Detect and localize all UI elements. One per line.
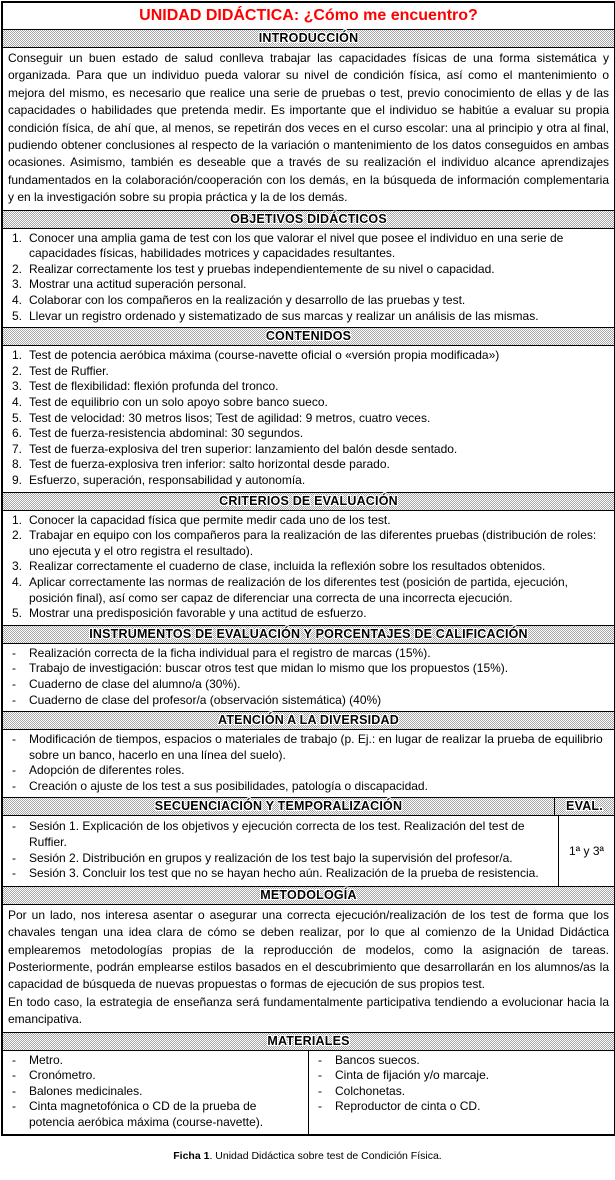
section-header-instrumentos-label: INSTRUMENTOS DE EVALUACIÓN Y PORCENTAJES DE CALIFICACIÓN — [89, 626, 528, 641]
list-marker: - — [12, 1099, 16, 1114]
list-item — [3, 606, 609, 622]
list-item — [3, 851, 553, 867]
list-text: Mostrar una predisposición favorable y una actitud de esfuerzo. — [29, 606, 367, 621]
list-marker: 5. — [12, 606, 23, 621]
list-text: Test de fuerza-resistencia abdominal: 30 segundos. — [29, 426, 304, 441]
list-text: Adopción de diferentes roles. — [29, 763, 185, 778]
list-text: Modificación de tiempos, espacios o materiales de trabajo (p. Ej.: en lugar de realizar la prueba de equilibrio sobre un banco, hacerlo en una línea del suelo). — [29, 732, 603, 762]
list-item — [3, 1053, 304, 1069]
list-text: Realizar correctamente el cuaderno de clase, incluida la reflexión sobre los resultados obtenidos. — [29, 559, 546, 574]
list-marker: 3. — [12, 559, 23, 574]
list-marker: - — [318, 1068, 322, 1083]
list-item — [309, 1099, 610, 1115]
list-text: Test de fuerza-explosiva del tren superior: lanzamiento del balón desde sentado. — [29, 441, 458, 456]
list-marker: 7. — [12, 441, 23, 456]
secuenciacion-body — [3, 815, 614, 885]
list-item — [3, 677, 609, 693]
list-text: Cronómetro. — [29, 1068, 96, 1083]
list-item — [309, 1068, 610, 1084]
list-text: Balones medicinales. — [29, 1083, 143, 1098]
metodologia-paragraph: Por un lado, nos interesa asentar o asegurar una correcta ejecución/realización de los test de forma que los chavales tengan una idea clara de cómo se deben realizar, por lo que al comienzo de la Unidad Didáctica emplearemos metodologías propias de la reproducción de modelos, como la asignación de tareas. Posteriormente, podrán emplearse estilos basados en el descubrimiento que desarrollarán en los alumnos/as la capacidad de búsqueda de nuevas propuestas o formas de ejecución de sus propios test. — [8, 907, 609, 992]
list-item — [3, 819, 553, 850]
list-text: Reproductor de cinta o CD. — [335, 1099, 481, 1114]
section-header-atencion — [3, 711, 614, 729]
list-text: Cinta de fijación y/o marcaje. — [335, 1068, 490, 1083]
list-marker: - — [318, 1052, 322, 1067]
page-title-text: UNIDAD DIDÁCTICA: ¿Cómo me encuentro? — [139, 7, 478, 24]
figure-caption — [0, 1150, 615, 1162]
list-marker: 2. — [12, 363, 23, 378]
list-text: Test de fuerza-explosiva tren inferior: salto horizontal desde parado. — [29, 457, 390, 472]
eval-value: 1ª y 3ª — [569, 844, 604, 859]
list-text: Conocer la capacidad física que permite medir cada uno de los test. — [29, 512, 391, 527]
objetivos-body — [3, 228, 614, 328]
list-text: Conocer una amplia gama de test con los que valorar el nivel que posee el individuo en una serie de capacidades físicas, habilidades motrices y capacidades resultantes. — [29, 230, 564, 261]
list-item — [3, 411, 609, 427]
list-text: Sesión 3. Concluir los test que no se hayan hecho aún. Realización de la prueba de resistencia. — [29, 866, 539, 881]
list-item — [3, 364, 609, 380]
list-marker: - — [12, 1083, 16, 1098]
list-marker: - — [318, 1083, 322, 1098]
list-text: Test de flexibilidad: flexión profunda del tronco. — [29, 379, 279, 394]
figure-caption-label: Ficha 1 — [173, 1149, 210, 1162]
introduccion-body — [3, 47, 614, 210]
list-item — [3, 277, 609, 293]
list-marker: - — [12, 645, 16, 660]
list-item — [3, 379, 609, 395]
list-marker: - — [318, 1099, 322, 1114]
list-marker: - — [12, 1052, 16, 1067]
materiales-body — [3, 1050, 614, 1134]
section-header-metodologia-label: METODOLOGÍA — [260, 887, 357, 902]
list-item — [3, 473, 609, 489]
list-text: Llevar un registro ordenado y sistematizado de sus marcas y realizar un análisis de las mismas. — [29, 308, 539, 323]
section-header-secuenciacion-label: SECUENCIACIÓN Y TEMPORALIZACIÓN — [3, 798, 555, 815]
list-marker: 5. — [12, 410, 23, 425]
list-item — [3, 395, 609, 411]
list-text: Mostrar una actitud superación personal. — [29, 277, 247, 292]
list-item — [3, 1099, 304, 1130]
list-marker: 4. — [12, 293, 23, 308]
list-item — [3, 763, 609, 779]
section-header-metodologia — [3, 886, 614, 904]
list-item — [309, 1084, 610, 1100]
instrumentos-body — [3, 643, 614, 711]
list-text: Realizar correctamente los test y pruebas independientemente de su nivel o capacidad. — [29, 261, 495, 276]
list-marker: 2. — [12, 528, 23, 543]
section-header-objetivos — [3, 210, 614, 228]
list-marker: 8. — [12, 457, 23, 472]
section-header-criterios — [3, 492, 614, 510]
section-header-secuenciacion — [3, 797, 614, 815]
list-marker: 1. — [12, 230, 23, 245]
section-header-introduccion-label: INTRODUCCIÓN — [258, 31, 359, 45]
metodologia-paragraph: En todo caso, la estrategia de enseñanza será fundamentalmente participativa tendiendo a evolucionar hacia la emancipativa. — [8, 994, 609, 1027]
list-item — [3, 866, 553, 882]
list-text: Bancos suecos. — [335, 1052, 420, 1067]
list-marker: - — [12, 763, 16, 778]
list-item — [3, 693, 609, 709]
list-item — [3, 262, 609, 278]
list-item — [3, 1068, 304, 1084]
introduccion-text: Conseguir un buen estado de salud conlleva trabajar las capacidades físicas de una forma sistemática y organizada. Para que un individuo pueda valorar su nivel de condición física, así como el mantenimiento o mejora del mismo, es necesario que realice una serie de pruebas o test, previo conocimiento de ellas y de las capacidades o habilidades que pretenda medir. Es importante que el individuo se habitúe a evaluar su propia condición física, de ahí que, al menos, se repetirán dos veces en el curso escolar: una al principio y otra al final, pudiendo obtener conclusiones al respecto de la variación o mantenimiento de los datos conseguidos en ambas ocasiones. Asimismo, también es deseable que a través de su realización el individuo alcance aprendizajes fundamentados en la colaboración/cooperación con los demás, en la búsqueda de información complementaria y en la investigación sobre su propia práctica y la de los demás. — [8, 51, 609, 205]
list-marker: - — [12, 692, 16, 707]
list-item — [3, 442, 609, 458]
atencion-body — [3, 729, 614, 797]
list-item — [3, 732, 609, 763]
list-marker: - — [12, 866, 16, 881]
list-text: Trabajo de investigación: buscar otros test que midan lo mismo que los propuestos (15%). — [29, 661, 509, 676]
list-item — [3, 231, 609, 262]
list-text: Metro. — [29, 1052, 64, 1067]
list-text: Test de potencia aeróbica máxima (course-navette oficial o «versión propia modificada») — [29, 348, 500, 363]
list-item — [3, 575, 609, 606]
list-text: Test de equilibrio con un solo apoyo sobre banco sueco. — [29, 395, 328, 409]
section-header-contenidos — [3, 327, 614, 345]
list-text: Colaborar con los compañeros en la realización y desarrollo de las pruebas y test. — [29, 293, 466, 308]
list-item — [3, 779, 609, 795]
section-header-objetivos-label: OBJETIVOS DIDÁCTICOS — [230, 211, 387, 226]
list-text: Test de Ruffier. — [29, 363, 109, 378]
section-header-introduccion — [3, 29, 614, 47]
list-text: Sesión 2. Distribución en grupos y realización de los test bajo la supervisión del profesor/a. — [29, 850, 513, 865]
list-marker: - — [12, 819, 16, 834]
list-item — [3, 559, 609, 575]
secuenciacion-sessions — [3, 816, 559, 885]
list-text: Aplicar correctamente las normas de realización de los diferentes test (posición de partida, ejecución, posición final), así como ser capaz de diferenciar una correcta de una incorrecta ejecución. — [29, 574, 568, 605]
section-header-instrumentos — [3, 625, 614, 643]
list-text: Sesión 1. Explicación de los objetivos y ejecución correcta de los test. Realización del test de Ruffier. — [29, 819, 525, 850]
list-marker: - — [12, 850, 16, 865]
list-item — [3, 513, 609, 529]
list-item — [3, 309, 609, 325]
figure-caption-text: . Unidad Didáctica sobre test de Condición Física. — [209, 1149, 442, 1162]
list-text: Esfuerzo, superación, responsabilidad y autonomía. — [29, 472, 306, 487]
list-item — [3, 1084, 304, 1100]
unidad-didactica-table — [1, 1, 615, 1136]
metodologia-body — [3, 904, 614, 1032]
list-text: Cuaderno de clase del profesor/a (observación sistemática) (40%) — [29, 692, 382, 707]
list-item — [3, 293, 609, 309]
list-item — [3, 348, 609, 364]
list-marker: 9. — [12, 472, 23, 487]
list-marker: - — [12, 661, 16, 676]
list-marker: 6. — [12, 426, 23, 441]
materiales-left-column — [3, 1051, 309, 1134]
list-marker: 2. — [12, 261, 23, 276]
list-marker: 4. — [12, 574, 23, 589]
list-text: Cuaderno de clase del alumno/a (30%). — [29, 676, 241, 691]
list-text: Cinta magnetofónica o CD de la prueba de potencia aeróbica máxima (course-navette). — [29, 1099, 264, 1130]
list-marker: 1. — [12, 512, 23, 527]
list-text: Creación o ajuste de los test a sus posibilidades, patología o discapacidad. — [29, 778, 428, 793]
list-item — [3, 457, 609, 473]
list-marker: 3. — [12, 379, 23, 394]
list-marker: 1. — [12, 348, 23, 363]
list-marker: 4. — [12, 395, 23, 409]
list-marker: - — [12, 778, 16, 793]
list-text: Realización correcta de la ficha individual para el registro de marcas (15%). — [29, 645, 431, 660]
list-item — [309, 1053, 610, 1069]
list-marker: - — [12, 1068, 16, 1083]
page-title — [3, 3, 614, 29]
list-item — [3, 528, 609, 559]
list-text: Trabajar en equipo con los compañeros para la realización de las diferentes pruebas (distribución de roles: uno ejecuta y el otro registra el resultado). — [29, 528, 597, 558]
eval-cell — [559, 816, 614, 885]
list-item — [3, 661, 609, 677]
list-item — [3, 646, 609, 662]
contenidos-body — [3, 345, 614, 491]
eval-column-header: EVAL. — [566, 799, 603, 814]
criterios-body — [3, 510, 614, 625]
section-header-atencion-label: ATENCIÓN A LA DIVERSIDAD — [218, 713, 399, 728]
section-header-materiales — [3, 1032, 614, 1050]
materiales-right-column — [309, 1051, 614, 1134]
list-marker: - — [12, 676, 16, 691]
list-marker: - — [12, 732, 16, 747]
list-text: Test de velocidad: 30 metros lisos; Test de agilidad: 9 metros, cuatro veces. — [29, 410, 431, 425]
section-header-materiales-label: MATERIALES — [267, 1033, 350, 1048]
section-header-criterios-label: CRITERIOS DE EVALUACIÓN — [219, 493, 398, 508]
list-text: Colchonetas. — [335, 1083, 406, 1098]
list-item — [3, 426, 609, 442]
section-header-contenidos-label: CONTENIDOS — [265, 329, 352, 344]
list-marker: 3. — [12, 277, 23, 292]
list-marker: 5. — [12, 308, 23, 323]
